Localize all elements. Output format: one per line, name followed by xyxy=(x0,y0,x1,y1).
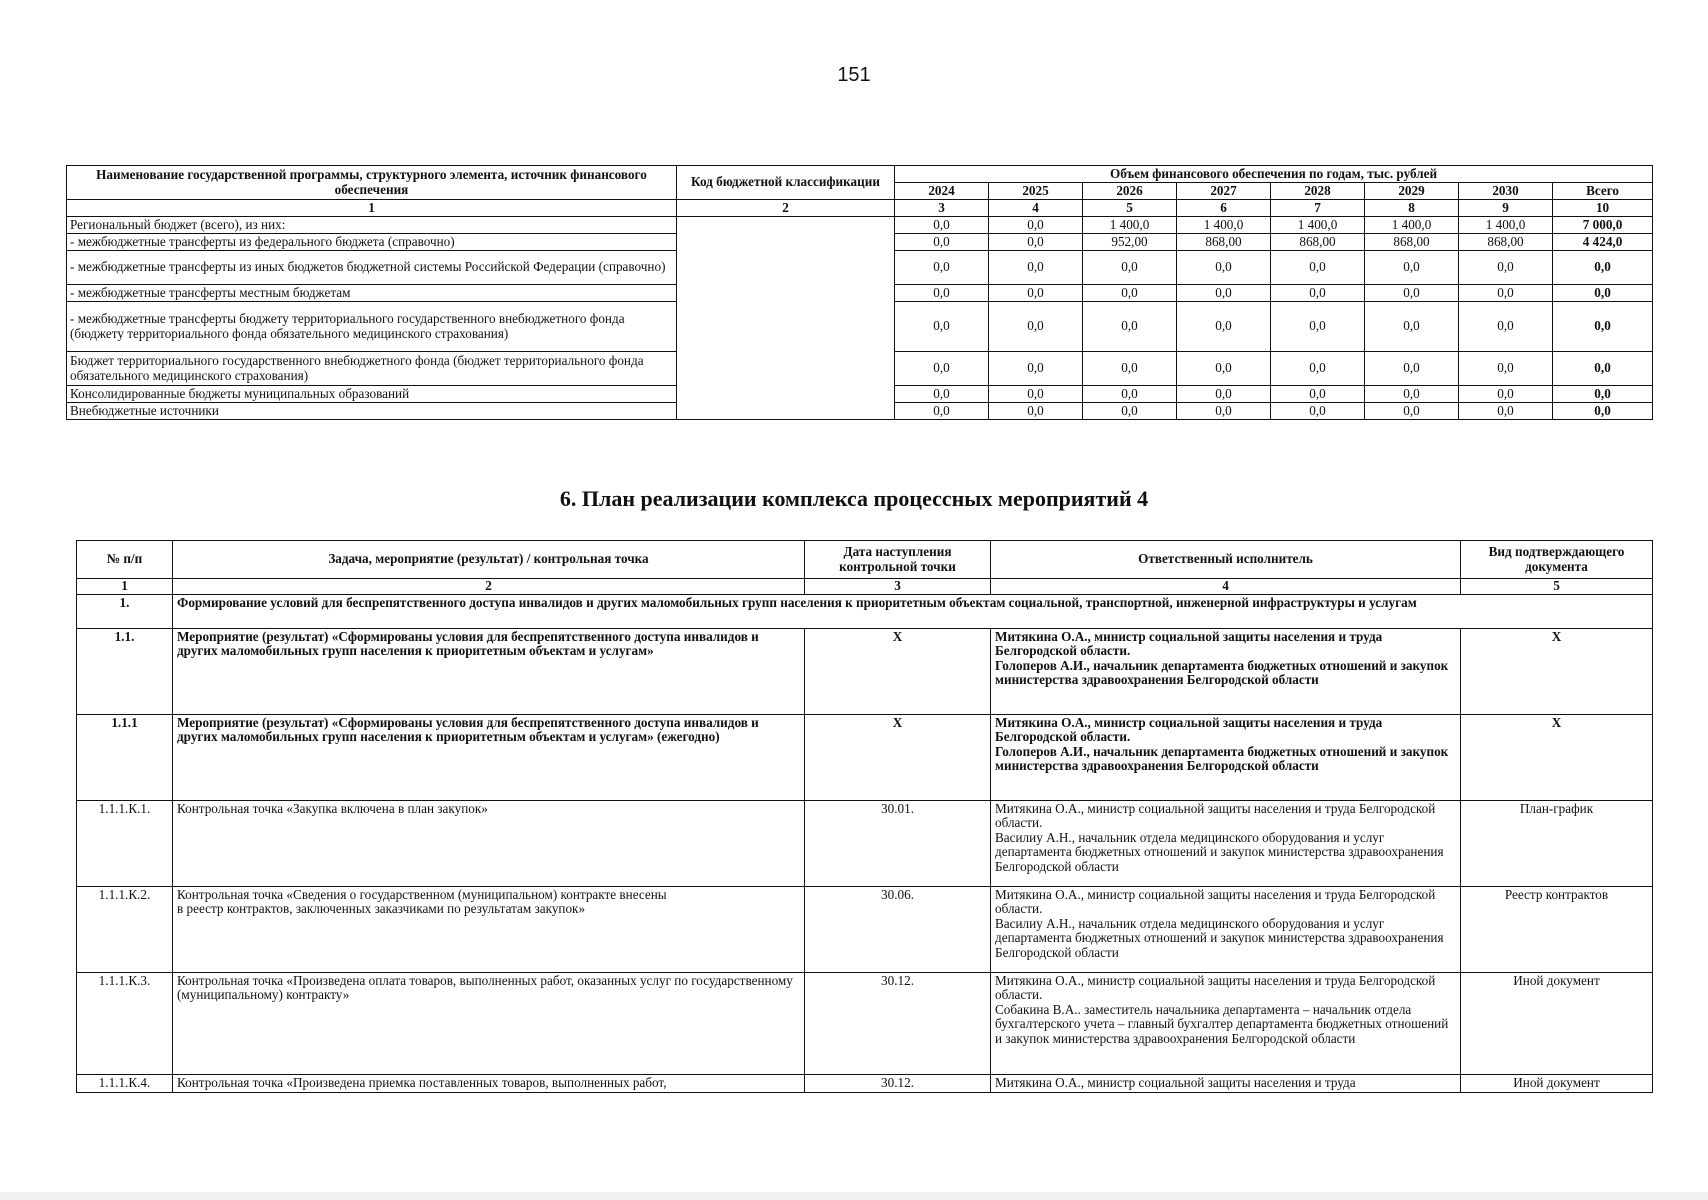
year-value: 0,0 xyxy=(1083,403,1177,420)
header-volume: Объем финансового обеспечения по годам, тыс. рублей xyxy=(895,166,1653,183)
colnum: 2 xyxy=(677,200,895,217)
year-value: 0,0 xyxy=(895,403,989,420)
row-name: Внебюджетные источники xyxy=(67,403,677,420)
total-value: 0,0 xyxy=(1553,386,1653,403)
year-value: 0,0 xyxy=(895,386,989,403)
row-responsible: Митякина О.А., министр социальной защиты населения и труда Белгородской области. Голоперов А.И., начальник департамента бюджетных отношений и закупок министерства здравоохранения Белгородской области xyxy=(991,714,1461,800)
row-name: Региональный бюджет (всего), из них: xyxy=(67,217,677,234)
year-value: 0,0 xyxy=(989,386,1083,403)
plan-row xyxy=(77,1074,1653,1092)
row-document: Х xyxy=(1461,628,1653,714)
row-responsible: Митякина О.А., министр социальной защиты населения и труда xyxy=(991,1074,1461,1092)
header-year: 2027 xyxy=(1177,183,1271,200)
year-value: 0,0 xyxy=(1271,251,1365,285)
year-value: 1 400,0 xyxy=(1271,217,1365,234)
plan-row xyxy=(77,628,1653,714)
task-text: Формирование условий для беспрепятственного доступа инвалидов и других маломобильных групп населения к приоритетным объектам социальной, транспортной, инженерной инфраструктуры и услугам xyxy=(173,594,1653,628)
year-value: 0,0 xyxy=(1177,251,1271,285)
task-num: 1. xyxy=(77,594,173,628)
year-value: 0,0 xyxy=(1177,285,1271,302)
colnum: 3 xyxy=(805,579,991,595)
total-value: 0,0 xyxy=(1553,302,1653,352)
row-name: - межбюджетные трансферты из федерального бюджета (справочно) xyxy=(67,234,677,251)
year-value: 0,0 xyxy=(989,234,1083,251)
year-value: 0,0 xyxy=(1177,302,1271,352)
header-responsible: Ответственный исполнитель xyxy=(991,541,1461,579)
total-value: 0,0 xyxy=(1553,251,1653,285)
row-task: Контрольная точка «Произведена оплата товаров, выполненных работ, оказанных услуг по государственному (муниципальному) контракту» xyxy=(173,972,805,1074)
total-value: 0,0 xyxy=(1553,285,1653,302)
year-value: 0,0 xyxy=(989,251,1083,285)
financing-table xyxy=(66,165,1653,420)
year-value: 0,0 xyxy=(1365,251,1459,285)
budget-code-cell xyxy=(677,217,895,420)
row-date: Х xyxy=(805,628,991,714)
row-name: Бюджет территориального государственного внебюджетного фонда (бюджет территориального фонда обязательного медицинского страхования) xyxy=(67,352,677,386)
row-responsible: Митякина О.А., министр социальной защиты населения и труда Белгородской области. Собакина В.А.. заместитель начальника департамента – начальник отдела бухгалтерского учета – главный бухгалтер департамента бюджетных отношений и закупок министерства здравоохранения Белгородской области xyxy=(991,972,1461,1074)
year-value: 0,0 xyxy=(1083,285,1177,302)
year-value: 0,0 xyxy=(1459,251,1553,285)
year-value: 0,0 xyxy=(1459,285,1553,302)
row-document: Иной документ xyxy=(1461,972,1653,1074)
row-task: Контрольная точка «Сведения о государственном (муниципальном) контракте внесены в реестр контрактов, заключенных заказчиками по результатам закупок» xyxy=(173,886,805,972)
header-year: 2030 xyxy=(1459,183,1553,200)
year-value: 0,0 xyxy=(895,217,989,234)
year-value: 0,0 xyxy=(1083,251,1177,285)
header-year: 2025 xyxy=(989,183,1083,200)
year-value: 0,0 xyxy=(989,302,1083,352)
colnum: 9 xyxy=(1459,200,1553,217)
plan-row xyxy=(77,714,1653,800)
header-date: Дата наступления контрольной точки xyxy=(805,541,991,579)
row-date: 30.12. xyxy=(805,972,991,1074)
row-num: 1.1. xyxy=(77,628,173,714)
year-value: 0,0 xyxy=(1177,386,1271,403)
year-value: 0,0 xyxy=(895,352,989,386)
year-value: 0,0 xyxy=(1271,285,1365,302)
year-value: 1 400,0 xyxy=(1177,217,1271,234)
year-value: 0,0 xyxy=(1083,386,1177,403)
plan-row xyxy=(77,972,1653,1074)
year-value: 868,00 xyxy=(1365,234,1459,251)
year-value: 0,0 xyxy=(895,285,989,302)
year-value: 0,0 xyxy=(1365,352,1459,386)
year-value: 0,0 xyxy=(989,217,1083,234)
page-number: 151 xyxy=(837,64,871,86)
row-document: Иной документ xyxy=(1461,1074,1653,1092)
year-value: 952,00 xyxy=(1083,234,1177,251)
year-value: 0,0 xyxy=(1459,403,1553,420)
row-document: Реестр контрактов xyxy=(1461,886,1653,972)
row-responsible: Митякина О.А., министр социальной защиты населения и труда Белгородской области. Василиу А.Н., начальник отдела медицинского оборудования и услуг департамента бюджетных отношений и закупок министерства здравоохранения Белгородской области xyxy=(991,886,1461,972)
year-value: 0,0 xyxy=(1365,285,1459,302)
year-value: 0,0 xyxy=(1083,352,1177,386)
row-name: - межбюджетные трансферты бюджету территориального государственного внебюджетного фонда (бюджету территориального фонда обязательного медицинского страхования) xyxy=(67,302,677,352)
header-year: 2029 xyxy=(1365,183,1459,200)
row-document: План-график xyxy=(1461,800,1653,886)
row-task: Контрольная точка «Произведена приемка поставленных товаров, выполненных работ, xyxy=(173,1074,805,1092)
task-row xyxy=(77,594,1653,628)
total-value: 7 000,0 xyxy=(1553,217,1653,234)
row-num: 1.1.1.К.2. xyxy=(77,886,173,972)
year-value: 868,00 xyxy=(1271,234,1365,251)
row-num: 1.1.1 xyxy=(77,714,173,800)
row-num: 1.1.1.К.3. xyxy=(77,972,173,1074)
colnum: 3 xyxy=(895,200,989,217)
year-value: 0,0 xyxy=(1271,386,1365,403)
header-year: 2026 xyxy=(1083,183,1177,200)
year-value: 868,00 xyxy=(1177,234,1271,251)
scan-edge xyxy=(0,1192,1708,1200)
row-name: Консолидированные бюджеты муниципальных образований xyxy=(67,386,677,403)
year-value: 0,0 xyxy=(1365,403,1459,420)
colnum: 1 xyxy=(67,200,677,217)
colnum: 2 xyxy=(173,579,805,595)
year-value: 1 400,0 xyxy=(1459,217,1553,234)
year-value: 0,0 xyxy=(1271,403,1365,420)
year-value: 1 400,0 xyxy=(1083,217,1177,234)
header-document: Вид подтверждающего документа xyxy=(1461,541,1653,579)
row-task: Контрольная точка «Закупка включена в план закупок» xyxy=(173,800,805,886)
header-total: Всего xyxy=(1553,183,1653,200)
colnum: 1 xyxy=(77,579,173,595)
financing-row xyxy=(67,217,1653,234)
year-value: 0,0 xyxy=(989,403,1083,420)
row-task: Мероприятие (результат) «Сформированы условия для беспрепятственного доступа инвалидов и других маломобильных групп населения к приоритетным объектам и услугам» xyxy=(173,628,805,714)
year-value: 0,0 xyxy=(1459,302,1553,352)
year-value: 1 400,0 xyxy=(1365,217,1459,234)
year-value: 0,0 xyxy=(1365,302,1459,352)
header-code: Код бюджетной классификации xyxy=(677,166,895,200)
header-num: № п/п xyxy=(77,541,173,579)
row-responsible: Митякина О.А., министр социальной защиты населения и труда Белгородской области. Голоперов А.И., начальник департамента бюджетных отношений и закупок министерства здравоохранения Белгородской области xyxy=(991,628,1461,714)
year-value: 868,00 xyxy=(1459,234,1553,251)
year-value: 0,0 xyxy=(895,302,989,352)
row-task: Мероприятие (результат) «Сформированы условия для беспрепятственного доступа инвалидов и других маломобильных групп населения к приоритетным объектам и услугам» (ежегодно) xyxy=(173,714,805,800)
total-value: 0,0 xyxy=(1553,352,1653,386)
header-year: 2024 xyxy=(895,183,989,200)
section-title: 6. План реализации комплекса процессных мероприятий 4 xyxy=(559,486,1149,511)
year-value: 0,0 xyxy=(1271,302,1365,352)
colnum: 4 xyxy=(991,579,1461,595)
year-value: 0,0 xyxy=(1083,302,1177,352)
year-value: 0,0 xyxy=(895,251,989,285)
row-num: 1.1.1.К.4. xyxy=(77,1074,173,1092)
row-date: 30.06. xyxy=(805,886,991,972)
plan-row xyxy=(77,886,1653,972)
year-value: 0,0 xyxy=(1177,403,1271,420)
year-value: 0,0 xyxy=(1177,352,1271,386)
row-responsible: Митякина О.А., министр социальной защиты населения и труда Белгородской области. Василиу А.Н., начальник отдела медицинского оборудования и услуг департамента бюджетных отношений и закупок министерства здравоохранения Белгородской области xyxy=(991,800,1461,886)
plan-row xyxy=(77,800,1653,886)
colnum: 5 xyxy=(1083,200,1177,217)
year-value: 0,0 xyxy=(989,352,1083,386)
total-value: 0,0 xyxy=(1553,403,1653,420)
colnum: 5 xyxy=(1461,579,1653,595)
colnum: 6 xyxy=(1177,200,1271,217)
row-name: - межбюджетные трансферты из иных бюджетов бюджетной системы Российской Федерации (справочно) xyxy=(67,251,677,285)
row-document: Х xyxy=(1461,714,1653,800)
colnum: 8 xyxy=(1365,200,1459,217)
year-value: 0,0 xyxy=(1271,352,1365,386)
year-value: 0,0 xyxy=(1365,386,1459,403)
row-date: 30.12. xyxy=(805,1074,991,1092)
header-name: Наименование государственной программы, структурного элемента, источник финансового обеспечения xyxy=(67,166,677,200)
row-date: 30.01. xyxy=(805,800,991,886)
row-date: Х xyxy=(805,714,991,800)
year-value: 0,0 xyxy=(1459,386,1553,403)
plan-table xyxy=(76,540,1653,1093)
year-value: 0,0 xyxy=(895,234,989,251)
header-year: 2028 xyxy=(1271,183,1365,200)
total-value: 4 424,0 xyxy=(1553,234,1653,251)
year-value: 0,0 xyxy=(989,285,1083,302)
row-name: - межбюджетные трансферты местным бюджетам xyxy=(67,285,677,302)
row-num: 1.1.1.К.1. xyxy=(77,800,173,886)
year-value: 0,0 xyxy=(1459,352,1553,386)
colnum: 7 xyxy=(1271,200,1365,217)
colnum: 10 xyxy=(1553,200,1653,217)
colnum: 4 xyxy=(989,200,1083,217)
header-task: Задача, мероприятие (результат) / контрольная точка xyxy=(173,541,805,579)
